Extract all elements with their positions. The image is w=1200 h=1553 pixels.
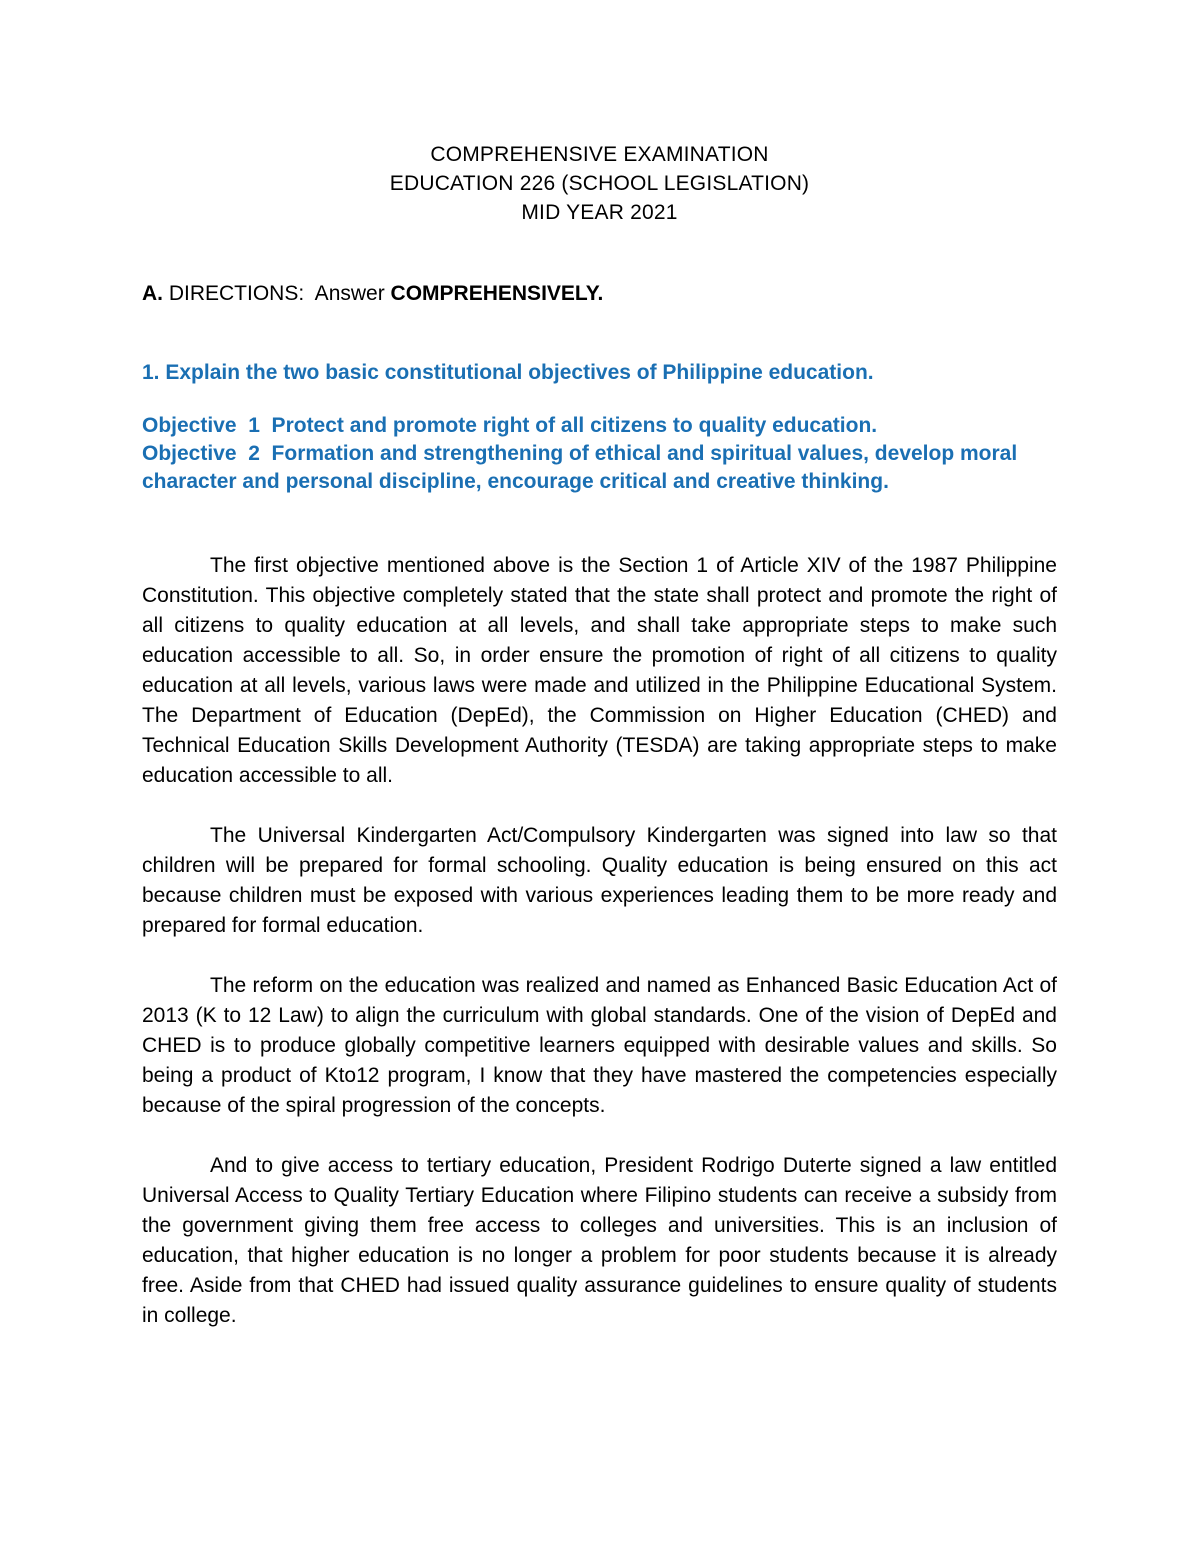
directions-label: DIRECTIONS: Answer <box>163 282 391 305</box>
paragraph-constitution: The first objective mentioned above is the Section 1 of Article XIV of the 1987 Philippine Constitution. This objective completely stated that the state shall protect and promote the right of all citizens to quality education at all levels, and shall take appropriate steps to make such education accessible to all. So, in order ensure the promotion of right of all citizens to quality education at all levels, various laws were made and utilized in the Philippine Educational System. The Department of Education (DepEd), the Commission on Higher Education (CHED) and Technical Education Skills Development Authority (TESDA) are taking appropriate steps to make education accessible to all. <box>142 554 1057 787</box>
exam-title: COMPREHENSIVE EXAMINATION <box>430 143 769 166</box>
paragraph-k12: The reform on the education was realized and named as Enhanced Basic Education Act of 2013 (K to 12 Law) to align the curriculum with global standards. One of the vision of DepEd and CHED is to produce globally competitive learners equipped with desirable values and skills. So being a product of Kto12 program, I know that they have mastered the competencies especially because of the spiral progression of the concepts. <box>142 974 1057 1117</box>
objectives-block <box>142 412 1057 496</box>
directions-line <box>142 279 1057 308</box>
paragraph-tertiary: And to give access to tertiary education, President Rodrigo Duterte signed a law entitled Universal Access to Quality Tertiary Education where Filipino students can receive a subsidy from the government giving them free access to colleges and universities. This is an inclusion of education, that higher education is no longer a problem for poor students because it is already free. Aside from that CHED had issued quality assurance guidelines to ensure quality of students in college. <box>142 1154 1057 1327</box>
course-title: EDUCATION 226 (SCHOOL LEGISLATION) <box>389 172 810 195</box>
question-1: 1. Explain the two basic constitutional objectives of Philippine education. <box>142 361 874 384</box>
term-label: MID YEAR 2021 <box>521 201 678 224</box>
objective-1: Objective 1 Protect and promote right of all citizens to quality education. <box>142 414 878 437</box>
section-letter: A. <box>142 282 163 305</box>
objective-2: Objective 2 Formation and strengthening of ethical and spiritual values, develop moral character and personal discipline, encourage critical and creative thinking. <box>142 442 1024 493</box>
document-page <box>142 140 1057 1331</box>
paragraph-kindergarten: The Universal Kindergarten Act/Compulsory Kindergarten was signed into law so that children will be prepared for formal schooling. Quality education is being ensured on this act because children must be exposed with various experiences leading them to be more ready and prepared for formal education. <box>142 824 1057 937</box>
document-header <box>142 140 1057 227</box>
directions-emphasis: COMPREHENSIVELY. <box>390 282 604 305</box>
